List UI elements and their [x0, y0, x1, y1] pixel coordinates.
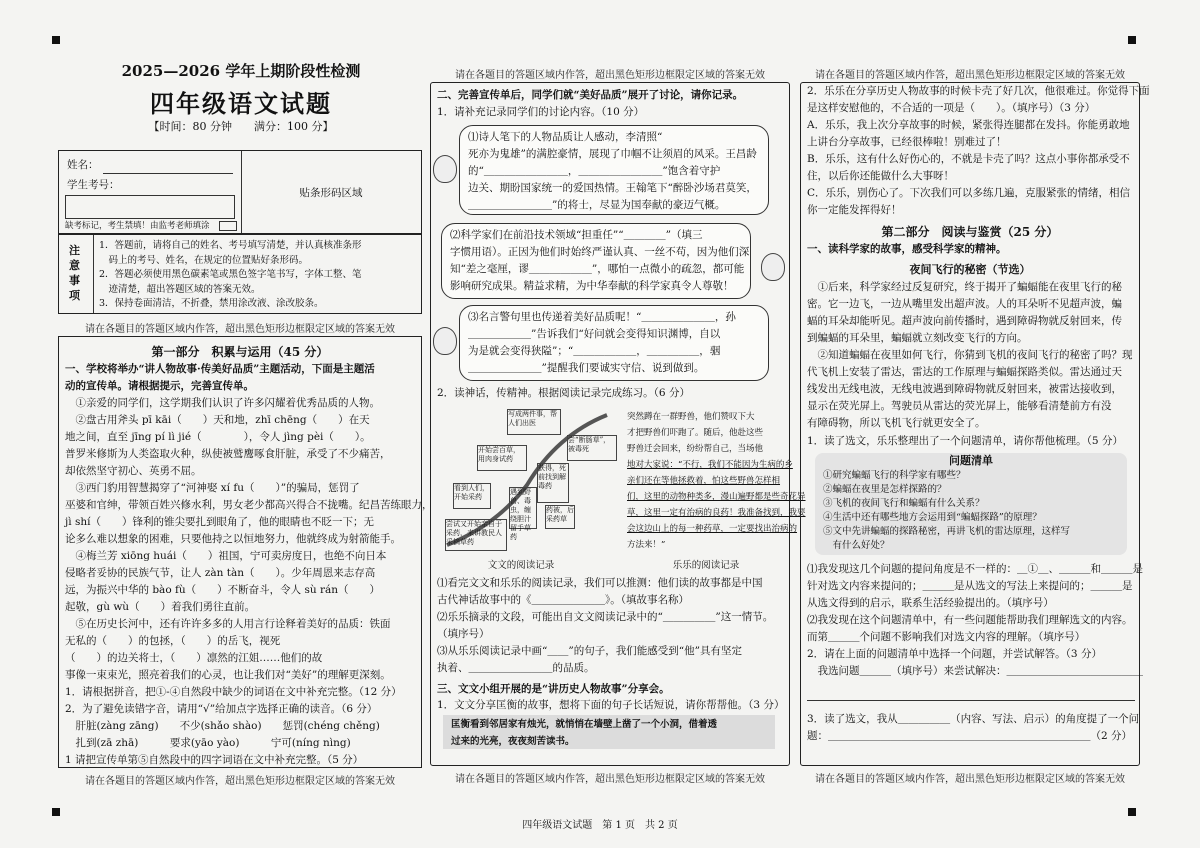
diagram-step: 看到人们，开始采药 — [453, 483, 491, 509]
absent-label: 缺考标记，考生禁填！由监考老师填涂 — [65, 221, 210, 231]
student-avatar — [433, 327, 457, 355]
answer-blank-line[interactable]: 而第＿＿＿个问题不影响我们对选文内容的理解。（填序号） — [807, 631, 1086, 643]
bubble-line[interactable]: ＿＿＿＿＿＿＿＿”的将士，尽显为国奉献的豪迈气概。 — [468, 199, 726, 211]
quote-box — [443, 715, 775, 749]
diagram-caption: 文文的阅读记录 — [487, 560, 555, 571]
question-text: 1．文文分享匡衡的故事，想将下面的句子长话短说，请你帮帮他。（3 分） — [437, 699, 785, 711]
option-b: B．乐乐，这有什么好伤心的，不就是卡壳了吗？这点小事你都承受不 — [807, 153, 1130, 165]
passage-line: jì shí（ ）锋利的锥尖要扎到眼角了，他的眼睛也不眨一下；无 — [65, 516, 374, 528]
passage-title: 夜间飞行的秘密（节选） — [909, 263, 1031, 276]
answer-blank-line[interactable]: ⑵乐乐摘录的文段，可能出自文文阅读记录中的“＿＿＿＿＿”这一情节。 — [437, 611, 774, 623]
passage-line: 地之间，直至 jīng pí lì jié（ ），令人 jìng pèi（ ）。 — [65, 431, 371, 443]
question-list-box — [815, 453, 1127, 555]
answer-blank-line[interactable]: ⑴我发现这几个问题的提问角度是不一样的：＿①＿、＿＿＿和＿＿＿是 — [807, 563, 1143, 575]
corner-mark — [1128, 36, 1136, 44]
story-line: 会这边山上的每一种药草，一定要找出治病的 — [627, 524, 798, 534]
passage-line: 事像一束束光，照亮着我们的心灵，也让我们对“美好”的理解更深刻。 — [65, 669, 391, 681]
passage-line: 代飞机上安装了雷达，雷达的工作原理与蝙蝠探路类似。雷达通过天 — [807, 366, 1122, 378]
bubble-line[interactable]: ⑶名言警句里也传递着美好品质呢！“＿＿＿＿＿＿＿，孙 — [468, 311, 736, 323]
bubble-line: ⑴诗人笔下的人物品质让人感动，李清照“ — [468, 131, 663, 143]
quote-line: 过来的光亮，夜夜刻苦读书。 — [451, 736, 575, 747]
passage-line: 侵略者妥协的民族气节，让人 zàn tàn（ ）。少年周恩来志存高 — [65, 567, 376, 579]
question-text: 三、文文小组开展的是“讲历史人物故事”分享会。 — [437, 683, 670, 695]
boundary-note: 请在各题目的答题区域内作答，超出黑色矩形边框限定区域的答案无效 — [85, 324, 395, 335]
student-id-label: 学生考号： — [67, 179, 120, 191]
passage-line: 却依然坚守初心、英勇不屈。 — [65, 465, 202, 477]
option-b: 住，以后你还能做什么大事呀！ — [807, 170, 954, 182]
part1-title: 第一部分 积累与运用（45 分） — [151, 345, 329, 359]
question-text: 2．读神话，传精神。根据阅读记录完成练习。（6 分） — [437, 387, 690, 399]
reading-diagram — [437, 405, 617, 555]
story-caption: 乐乐的阅读记录 — [672, 560, 740, 571]
boundary-note: 请在各题目的答题区域内作答，超出黑色矩形边框限定区域的答案无效 — [815, 70, 1125, 81]
answer-blank-line[interactable]: 执着、＿＿＿＿＿＿＿＿的品质。 — [437, 662, 595, 674]
quote-line: 匡衡看到邻居家有烛光，就悄悄在墙壁上凿了一个小洞，借着透 — [451, 719, 718, 730]
spacer — [807, 701, 1135, 711]
passage-line: ①后来，科学家经过反复研究，终于揭开了蝙蝠能在夜里飞行的秘 — [807, 281, 1122, 293]
bubble-line[interactable]: 为是就会变得狭隘”；“＿＿＿＿＿＿，＿＿＿＿＿，骃 — [468, 345, 721, 357]
passage-line: 普罗米修斯为人类盗取火种，纵使被鹫鹰啄食肝脏，承受了不少痛苦， — [65, 448, 391, 460]
answer-line[interactable] — [807, 680, 1135, 701]
passage-line: 蝠的耳朵却能听见。超声波向前传播时，遇到障碍物就反射回来，传 — [807, 315, 1122, 327]
boundary-note: 请在各题目的答题区域内作答，超出黑色矩形边框限定区域的答案无效 — [815, 774, 1125, 785]
notice-item: 码上的考号、姓名，在规定的位置贴好条形码。 — [99, 254, 309, 266]
student-id-input[interactable] — [65, 195, 235, 219]
option-a: 上讲台分享故事，已经很棒啦！别难过了！ — [807, 136, 1007, 148]
student-info-box — [58, 150, 422, 234]
student-avatar — [433, 155, 457, 183]
bubble-line: 边关、期盼国家统一的爱国热情。王翰笔下“醉卧沙场君莫笑， — [468, 182, 757, 194]
passage-line: 无私的（ ）的包拯，（ ）的岳飞，视死 — [65, 635, 281, 647]
boundary-note: 请在各题目的答题区域内作答，超出黑色矩形边框限定区域的答案无效 — [455, 70, 765, 81]
bubble-line[interactable]: 知“差之毫厘，谬＿＿＿＿＿＿”，哪怕一点微小的疏忽，都可能 — [450, 263, 745, 275]
passage-line: ②知道蝙蝠在夜里如何飞行，你猜到飞机的夜间飞行的秘密了吗？现 — [807, 349, 1133, 361]
question-text: ⑵我发现在这个问题清单中，有一些问题能帮助我们理解选文的内容。 — [807, 614, 1133, 626]
passage-line: 线发出无线电波，无线电波遇到障碍物就反射回来，被雷达接收到， — [807, 383, 1122, 395]
page-footer: 四年级语文试题 第 1 页 共 2 页 — [522, 820, 678, 831]
question-text: 3．读了选文，我从＿＿＿＿＿（内容、写法、启示）的角度提了一个问 — [807, 713, 1140, 725]
notice-item: 2．答题必须使用黑色碳素笔或黑色签字笔书写，字体工整、笔 — [99, 269, 362, 280]
passage-line: 巫婆和官绅，带领百姓兴修水利，男女老少都高兴得合不拢嘴。纪昌苦练眼力， — [65, 499, 433, 511]
question-text: 从选文得到的启示，联系生活经验提出的。（填序号） — [807, 597, 1054, 609]
story-line: 方法来！” — [627, 540, 666, 550]
question-text: 2．请在上面的问题清单中选择一个问题，并尝试解答。（3 分） — [807, 648, 1102, 660]
question-text: ⑴看完文文和乐乐的阅读记录，我们可以推测：他们读的故事都是中国 — [437, 577, 763, 589]
question-text: （填序号） — [437, 628, 490, 640]
passage-line: 远，为振兴中华的 bào fù（ ）不断奋斗，令人 sù rán（ ） — [65, 584, 380, 596]
boundary-note: 请在各题目的答题区域内作答，超出黑色矩形边框限定区域的答案无效 — [85, 776, 395, 787]
passage-line: ②盘古用斧头 pī kāi（ ）天和地，zhī chēng（ ）在天 — [65, 414, 370, 426]
subject-title: 四年级语文试题 — [150, 89, 332, 118]
corner-mark — [52, 808, 60, 816]
question-list-item: ②蝙蝠在夜里是怎样探路的？ — [823, 484, 947, 495]
answer-region-col2 — [430, 82, 806, 766]
passage-line: ③西门豹用智慧揭穿了“河神娶 xí fu（ ）”的骗局，惩罚了 — [65, 482, 360, 494]
boundary-note: 请在各题目的答题区域内作答，超出黑色矩形边框限定区域的答案无效 — [455, 774, 765, 785]
bubble-line[interactable]: 的“＿＿＿＿＿＿＿＿，＿＿＿＿＿＿＿＿”饱含着守护 — [468, 165, 721, 177]
pinyin-choice-row[interactable]: 扎到(zā zhā) 要求(yāo yào) 宁可(níng nìng) — [65, 737, 351, 749]
passage-line: 显示在荧光屏上。驾驶员从雷达的荧光屏上，能够看清楚前方有没 — [807, 400, 1112, 412]
passage-line: （ ）的边关将士，（ ）凛然的江姐……他们的故 — [65, 652, 323, 664]
question-list-title: 问题清单 — [949, 454, 993, 467]
notice-item: 3．保持卷面清洁，不折叠，禁用涂改液、涂改胶条。 — [99, 298, 324, 309]
answer-blank-line[interactable]: 我选问题＿＿＿（填序号）来尝试解决：＿＿＿＿＿＿＿＿＿＿＿＿＿ — [807, 665, 1143, 677]
passage-line: 密。它一边飞，一边从嘴里发出超声波。人的耳朵听不见超声波，蝙 — [807, 298, 1122, 310]
diagram-step: 写成两件事，帮人们出医 — [507, 409, 561, 435]
speech-bubble — [441, 223, 751, 299]
question-text: 1．请根据拼音，把①-④自然段中缺少的词语在文中补充完整。（12 分） — [65, 686, 402, 698]
story-line: 地对大家说：“不行，我们不能因为生病的乡 — [627, 460, 793, 470]
question-text: 1．读了选文，乐乐整理出了一个问题清单，请你帮他梳理。（5 分） — [807, 435, 1123, 447]
diagram-step: 开始尝百草，用肉身试药 — [477, 445, 527, 471]
story-line: 们，这里的动物种类多，漫山遍野都是些奇花异 — [627, 492, 806, 502]
bubble-line[interactable]: ⑵科学家们在前沿技术领域“担重任”“＿＿＿＿”（填三 — [450, 229, 703, 241]
question-text: 1．请补充记录同学们的讨论内容。（10 分） — [437, 106, 645, 118]
passage-line: ⑤在历史长河中，还有许许多多的人用言行诠释着美好的品质：铁面 — [65, 618, 391, 630]
bubble-line: 影响研究成果。精益求精，为中华奉献的科学家真令人尊敬！ — [450, 280, 734, 292]
barcode-area: 贴条形码区域 — [299, 187, 363, 199]
speech-bubble — [459, 125, 769, 215]
passage-line: 到蝙蝠的耳朵里，蝙蝠就立刻改变飞行的方向。 — [807, 332, 1028, 344]
diagram-step: 尝“断肠草”，被毒死 — [567, 435, 617, 461]
question-list-item: ③飞机的夜间飞行和蝙蝠有什么关系？ — [823, 498, 985, 509]
question-list-item: 有什么好处？ — [823, 540, 890, 551]
answer-region-col3 — [800, 82, 1150, 766]
answer-blank-line[interactable]: 古代神话故事中的《＿＿＿＿＿＿＿》。（填故事名称） — [437, 594, 689, 606]
answer-blank-line[interactable]: 题：＿＿＿＿＿＿＿＿＿＿＿＿＿＿＿＿＿＿＿＿＿＿＿＿＿（2 分） — [807, 730, 1133, 742]
bubble-line: 死亦为鬼雄”的满腔豪情，展现了巾帼不让须眉的风采。王昌龄 — [468, 148, 757, 160]
story-line: 野兽迁会回来，纷纷帮自己，当场他 — [627, 444, 764, 454]
notice-item: 1．答题前，请将自己的姓名、考号填写清楚，并认真核准条形 — [99, 240, 362, 251]
question-list-item: ④生活中还有哪些地方会运用到“蝙蝠探路”的原理？ — [823, 512, 1042, 523]
speech-bubble — [459, 305, 769, 381]
part2-title: 第二部分 阅读与鉴赏（25 分） — [881, 225, 1059, 239]
corner-mark — [52, 36, 60, 44]
story-line: 才把野兽们吓跑了。随后，他赴这些 — [627, 428, 764, 438]
answer-blank-line[interactable]: 针对选文内容来提问的；＿＿＿是从选文的写法上来提问的；＿＿＿是 — [807, 580, 1133, 592]
story-line: 草，这里一定有治病的良药！我准备找到，我要 — [627, 508, 806, 518]
time-info: 【时间：80 分钟 满分：100 分】 — [148, 120, 334, 133]
bubble-line: 字惯用语）。正因为他们时始终严谨认真、一丝不苟，因为他们深 — [450, 246, 750, 258]
question-text: ⑶从乐乐阅读记录中画“＿＿”的句子，我们能感受到“他”具有坚定 — [437, 645, 742, 657]
bubble-line[interactable]: ＿＿＿＿＿＿＿”提醒我们要诚实守信、说到做到。 — [468, 362, 705, 374]
diagram-step: 药被，后采药草 — [545, 505, 575, 529]
question-text: 一、读科学家的故事，感受科学家的精神。 — [807, 243, 1007, 255]
passage-line: 有障碍物，所以飞机飞行就更安全了。 — [807, 417, 986, 429]
diagram-step: 尝试又开始亲自于采药，来讲教民人采摘草药 — [445, 519, 507, 551]
question-text: 动的宣传单。请根据提示，完善宣传单。 — [65, 380, 254, 392]
name-label: 姓名： — [67, 159, 99, 171]
option-a: A．乐乐，我上次分享故事的时候，紧张得连腿都在发抖。你能勇敢地 — [807, 119, 1130, 131]
answer-region-part1 — [58, 336, 433, 768]
diagram-step: 获得，死前找到解毒药 — [537, 463, 569, 503]
question-list-item: ①研究蝙蝠飞行的科学家有哪些？ — [823, 470, 966, 481]
passage-line: ④梅兰芳 xiōng huái（ ）祖国，宁可卖房度日，也绝不向日本 — [65, 550, 387, 562]
story-line: 亲们还在等他拯救着，怕这些野兽怎样相 — [627, 476, 781, 486]
corner-mark — [1128, 808, 1136, 816]
notice-box — [58, 234, 422, 314]
passage-line: ①亲爱的同学们，这学期我们认识了许多闪耀着优秀品质的人物。 — [65, 397, 380, 409]
notice-title: 注意事项 — [69, 244, 80, 302]
option-c: C．乐乐，别伤心了。下次我们可以多练几遍，克服紧张的情绪，相信 — [807, 187, 1131, 199]
passage-line: 起敬，gù wù（ ）着我们勇往直前。 — [65, 601, 256, 613]
passage-line: 论多么难以想象的困难，只要他持之以恒地努力，他就终成为射箭能手。 — [65, 533, 401, 545]
question-list-item: ⑤文中先讲蝙蝠的探路秘密，再讲飞机的雷达原理，这样写 — [823, 526, 1071, 537]
notice-item: 迹清楚，超出答题区域的答案无效。 — [99, 283, 261, 295]
pinyin-choice-row[interactable]: 肝脏(zàng zāng) 不少(shǎo shào) 惩罚(chéng chěng) — [65, 720, 380, 732]
question-text: 二、完善宣传单后，同学们就“美好品质”展开了讨论，请你记录。 — [437, 89, 744, 101]
question-text: 1 请把宣传单第⑤自然段中的四字词语在文中补充完整。（5 分） — [65, 754, 364, 766]
exam-title: 2025—2026 学年上期阶段性检测 — [121, 62, 361, 80]
story-line: 突然蹲在一群野兽，他们赞叹下大 — [627, 412, 755, 422]
option-c: 你一定能发挥得好！ — [807, 204, 902, 216]
question-text[interactable]: 是这样安慰他的，不合适的一项是（ ）。（填序号）（3 分） — [807, 102, 1096, 114]
student-avatar — [761, 253, 785, 281]
question-text: 一、学校将举办“讲人物故事·传美好品质”主题活动，下面是主题活 — [65, 363, 375, 375]
question-text: 2．乐乐在分享历史人物故事的时候卡壳了好几次，他很难过。你觉得下面 — [807, 85, 1150, 97]
question-text: 2．为了避免读错字音，请用“√”给加点字选择正确的读音。（6 分） — [65, 703, 378, 715]
absent-checkbox[interactable] — [219, 221, 237, 231]
bubble-line[interactable]: ＿＿＿＿＿＿”告诉我们“好问就会变得知识渊博，自以 — [468, 328, 721, 340]
diagram-step: 遇到野兽、毒虫，缠绕胆汁留手草药 — [509, 487, 537, 529]
